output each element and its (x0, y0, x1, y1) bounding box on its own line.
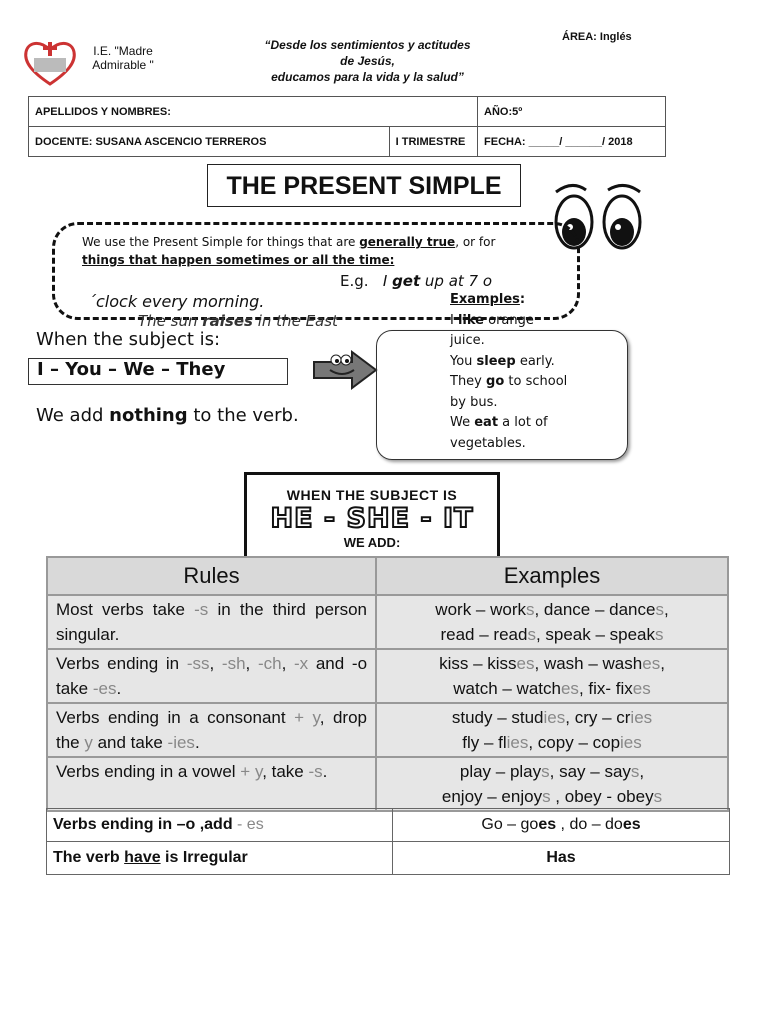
rule-cell: Verbs ending in a consonant + y, drop the y and take -ies. (47, 703, 376, 757)
example-verb: get (392, 272, 421, 290)
table-row (47, 809, 730, 842)
rules-header: Rules (47, 557, 376, 595)
example-part: early. (515, 353, 555, 369)
term-field: I TRIMESTRE (389, 127, 477, 157)
rule-cell: Verbs ending in –o ,add - es (47, 809, 393, 842)
date-field: FECHA: _____/ ______/ 2018 (478, 127, 666, 157)
no-change-rule (36, 405, 299, 426)
examples-heading: Examples (450, 292, 520, 307)
rule-part: We add (36, 405, 110, 426)
example-cell: Go – goes , do – does (393, 809, 730, 842)
example-part: The sun (138, 312, 203, 330)
example-part: I (382, 272, 393, 290)
example-item (450, 413, 570, 454)
definition-emphasis: things that happen sometimes or all the time: (82, 253, 395, 267)
table-row (47, 595, 728, 649)
definition-part: We use the Present Simple for things that are (82, 235, 360, 249)
rule-cell: The verb have is Irregular (47, 842, 393, 875)
example-part: I (450, 312, 458, 328)
rules-table (46, 556, 729, 812)
example-sentence-cont: ´clock every morning. (88, 292, 265, 311)
school-name: I.E. "Madre Admirable " (92, 44, 154, 72)
example-part: They (450, 374, 487, 389)
school-motto (250, 37, 485, 85)
school-logo-icon (22, 38, 78, 88)
motto-line: “Desde los sentimientos y actitudes (264, 38, 471, 52)
example-label: E.g. (340, 272, 369, 290)
example-verb: like (457, 312, 484, 328)
arrow-icon (312, 350, 378, 390)
subject-label: When the subject is: (36, 329, 221, 350)
table-row (47, 649, 728, 703)
example-verb: eat (474, 415, 499, 430)
pronoun-box: I – You – We – They (28, 358, 288, 385)
examples-list (450, 290, 570, 454)
example-part: You (450, 353, 477, 369)
banner-pronouns: HE - SHE - IT (270, 503, 474, 534)
table-row (47, 703, 728, 757)
example-cell: Has (393, 842, 730, 875)
banner-bottom-text: WE ADD: (343, 535, 401, 550)
example-sentence (340, 272, 492, 290)
example-cell: study – studies, cry – cries fly – flies, copy – copies (376, 703, 728, 757)
definition-text (82, 233, 537, 269)
example-part: up at 7 o (420, 272, 493, 290)
banner-top-text: WHEN THE SUBJECT IS (286, 487, 458, 503)
examples-header: Examples (376, 557, 728, 595)
teacher-field: DOCENTE: SUSANA ASCENCIO TERREROS (29, 127, 390, 157)
example-cell: play – plays, say – says, enjoy – enjoys , obey - obeys (376, 757, 728, 811)
names-field: APELLIDOS Y NOMBRES: (29, 97, 478, 127)
page-title: THE PRESENT SIMPLE (207, 164, 521, 207)
grade-field: AÑO:5º (478, 97, 666, 127)
examples-colon: : (519, 292, 526, 307)
example-verb: raises (202, 312, 253, 330)
example-part: in the East (252, 312, 338, 330)
rule-cell: Verbs ending in a vowel + y, take -s. (47, 757, 376, 811)
example-item (450, 311, 570, 352)
motto-line: de Jesús, (340, 54, 395, 68)
student-info-table (28, 96, 666, 157)
table-row (47, 757, 728, 811)
example-verb: go (486, 374, 505, 389)
example-part: orange juice. (450, 312, 534, 348)
example-part: to school by bus. (450, 374, 568, 410)
example-sentence-2 (138, 312, 338, 330)
rule-part: to the verb. (187, 405, 299, 426)
definition-emphasis: generally true (359, 235, 456, 249)
motto-line: educamos para la vida y la salud” (271, 70, 464, 84)
example-cell: kiss – kisses, wash – washes, watch – watches, fix- fixes (376, 649, 728, 703)
subject-area: ÁREA: Inglés (562, 31, 632, 43)
rule-emphasis: nothing (109, 405, 188, 426)
example-part: We (450, 415, 475, 430)
example-item (450, 352, 570, 373)
example-verb: sleep (476, 353, 516, 369)
rule-cell: Verbs ending in -ss, -sh, -ch, -x and -o take -es. (47, 649, 376, 703)
rule-cell: Most verbs take -s in the third person singular. (47, 595, 376, 649)
definition-part: , or for (455, 235, 496, 249)
extra-rules-table (46, 808, 730, 875)
third-person-banner (244, 472, 500, 564)
table-row (47, 842, 730, 875)
example-part: a lot of vegetables. (450, 415, 548, 451)
example-item (450, 372, 570, 413)
example-cell: work – works, dance – dances, read – reads, speak – speaks (376, 595, 728, 649)
